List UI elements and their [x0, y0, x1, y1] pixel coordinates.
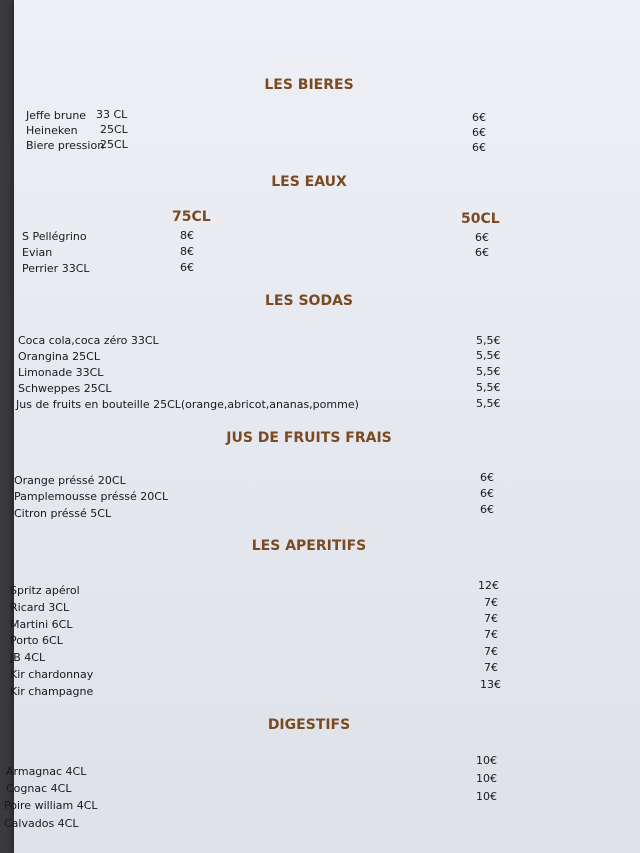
- menu-item-price: 7€: [484, 645, 498, 658]
- section-title-sodas: LES SODAS: [265, 293, 353, 309]
- menu-item-name: Kir chardonnay: [10, 668, 94, 681]
- menu-item-name: Pamplemousse préssé 20CL: [14, 490, 169, 503]
- menu-item-name: Coca cola,coca zéro 33CL: [18, 334, 159, 347]
- menu-item-price: 5,5€: [476, 381, 501, 394]
- menu-item-price: 6€: [472, 126, 486, 139]
- menu-item-name: Calvados 4CL: [4, 817, 79, 830]
- menu-item-size: 33 CL: [96, 108, 128, 121]
- column-header-50cl: 50CL: [461, 211, 500, 227]
- menu-item-price: 5,5€: [476, 334, 501, 347]
- menu-item-name: Citron préssé 5CL: [14, 507, 112, 520]
- menu-item-name: Kir champagne: [10, 685, 94, 698]
- menu-item-name: Limonade 33CL: [18, 366, 104, 379]
- menu-item-size: 25CL: [100, 123, 128, 136]
- menu-item-price: 6€: [472, 111, 486, 124]
- menu-item-price: 7€: [484, 596, 498, 609]
- menu-item-price: 5,5€: [476, 349, 501, 362]
- menu-item-price: 12€: [478, 579, 499, 592]
- menu-item-price-75cl: 6€: [180, 261, 194, 274]
- menu-item-price: 13€: [480, 678, 501, 691]
- menu-item-name: Martini 6CL: [10, 618, 73, 631]
- menu-item-price-50cl: 6€: [475, 246, 489, 259]
- menu-item-price: 10€: [476, 754, 497, 767]
- menu-item-name: Schweppes 25CL: [18, 382, 112, 395]
- menu-item-name: Spritz apérol: [10, 584, 80, 597]
- menu-item-name: Biere pression: [26, 139, 105, 152]
- section-title-bieres: LES BIERES: [264, 77, 354, 93]
- menu-item-name: Jeffe brune: [26, 109, 87, 122]
- menu-item-name: Armagnac 4CL: [6, 765, 87, 778]
- menu-item-name: Orange préssé 20CL: [14, 474, 126, 487]
- menu-item-name: Heineken: [26, 124, 78, 137]
- menu-item-price: 5,5€: [476, 365, 501, 378]
- menu-item-price: 7€: [484, 628, 498, 641]
- menu-item-name: Jus de fruits en bouteille 25CL(orange,abricot,ananas,pomme): [16, 398, 359, 411]
- menu-item-name: JB 4CL: [10, 651, 46, 664]
- menu-item-size: 25CL: [100, 138, 128, 151]
- menu-item-name: Poire william 4CL: [4, 799, 98, 812]
- menu-item-price: 10€: [476, 772, 497, 785]
- menu-item-price: 5,5€: [476, 397, 501, 410]
- column-header-75cl: 75CL: [172, 209, 211, 225]
- menu-item-price: 7€: [484, 661, 498, 674]
- menu-item-name: Porto 6CL: [10, 634, 63, 647]
- menu-item-name: S Pellégrino: [22, 230, 87, 243]
- menu-item-price-75cl: 8€: [180, 245, 194, 258]
- menu-item-price: 7€: [484, 612, 498, 625]
- menu-item-name: Orangina 25CL: [18, 350, 100, 363]
- menu-item-name: Cognac 4CL: [6, 782, 72, 795]
- section-title-eaux: LES EAUX: [271, 174, 347, 190]
- menu-item-price: 10€: [476, 790, 497, 803]
- menu-item-price: 6€: [480, 471, 494, 484]
- section-title-aperitifs: LES APERITIFS: [251, 538, 367, 554]
- menu-item-name: Ricard 3CL: [10, 601, 70, 614]
- menu-item-name: Evian: [22, 246, 53, 259]
- menu-item-price: 6€: [480, 503, 494, 516]
- menu-item-price-50cl: 6€: [475, 231, 489, 244]
- menu-item-name: Perrier 33CL: [22, 262, 90, 275]
- menu-item-price: 6€: [480, 487, 494, 500]
- menu-item-price: 6€: [472, 141, 486, 154]
- menu-item-price-75cl: 8€: [180, 229, 194, 242]
- menu-page: [4, 0, 640, 853]
- section-title-jus: JUS DE FRUITS FRAIS: [226, 430, 392, 446]
- section-title-digestifs: DIGESTIFS: [267, 717, 351, 733]
